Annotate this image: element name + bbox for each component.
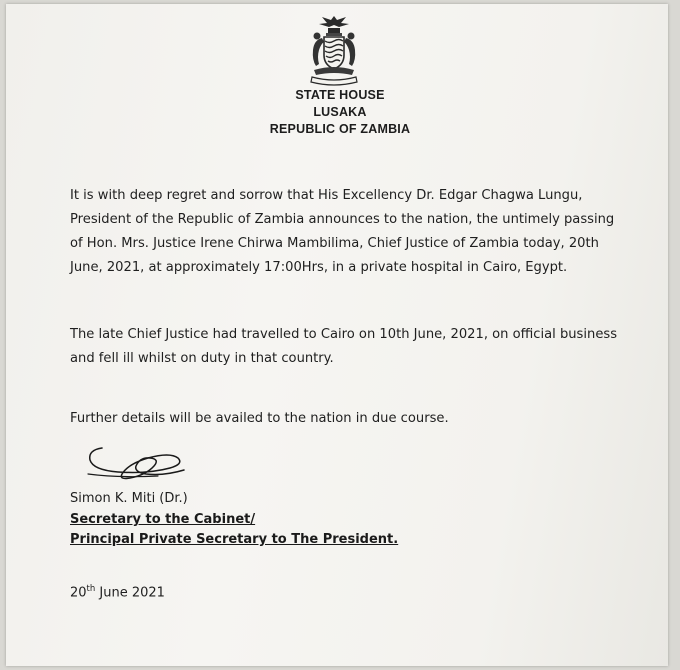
paragraph-line: and fell ill whilst on duty in that country.: [70, 351, 334, 366]
signatory-title-cabinet: Secretary to the Cabinet/: [70, 512, 256, 527]
document-date: 20th June 2021: [70, 584, 165, 601]
paragraph-line: The late Chief Justice had travelled to Cairo on 10th June, 2021, on official business: [70, 327, 618, 342]
document-page: [6, 4, 668, 666]
paragraph-line: of Hon. Mrs. Justice Irene Chirwa Mambilima, Chief Justice of Zambia today, 20th: [70, 236, 599, 251]
coat-of-arms-icon: [302, 14, 366, 86]
paragraph-line: It is with deep regret and sorrow that His Excellency Dr. Edgar Chagwa Lungu,: [70, 188, 583, 203]
paragraph-travel: [70, 323, 640, 371]
letterhead-state-house: STATE HOUSE: [295, 88, 385, 102]
paragraph-line: June, 2021, at approximately 17:00Hrs, in a private hospital in Cairo, Egypt.: [70, 260, 568, 275]
handwritten-signature-icon: [84, 440, 196, 482]
letterhead-country: REPUBLIC OF ZAMBIA: [269, 122, 411, 136]
letterhead-city: LUSAKA: [313, 105, 367, 119]
signatory-name: Simon K. Miti (Dr.): [70, 491, 188, 506]
paragraph-further-details: Further details will be availed to the nation in due course.: [70, 411, 449, 426]
paragraph-announcement: [70, 184, 640, 280]
signatory-title-president: Principal Private Secretary to The President.: [70, 532, 399, 547]
paragraph-line: President of the Republic of Zambia announces to the nation, the untimely passing: [70, 212, 615, 227]
